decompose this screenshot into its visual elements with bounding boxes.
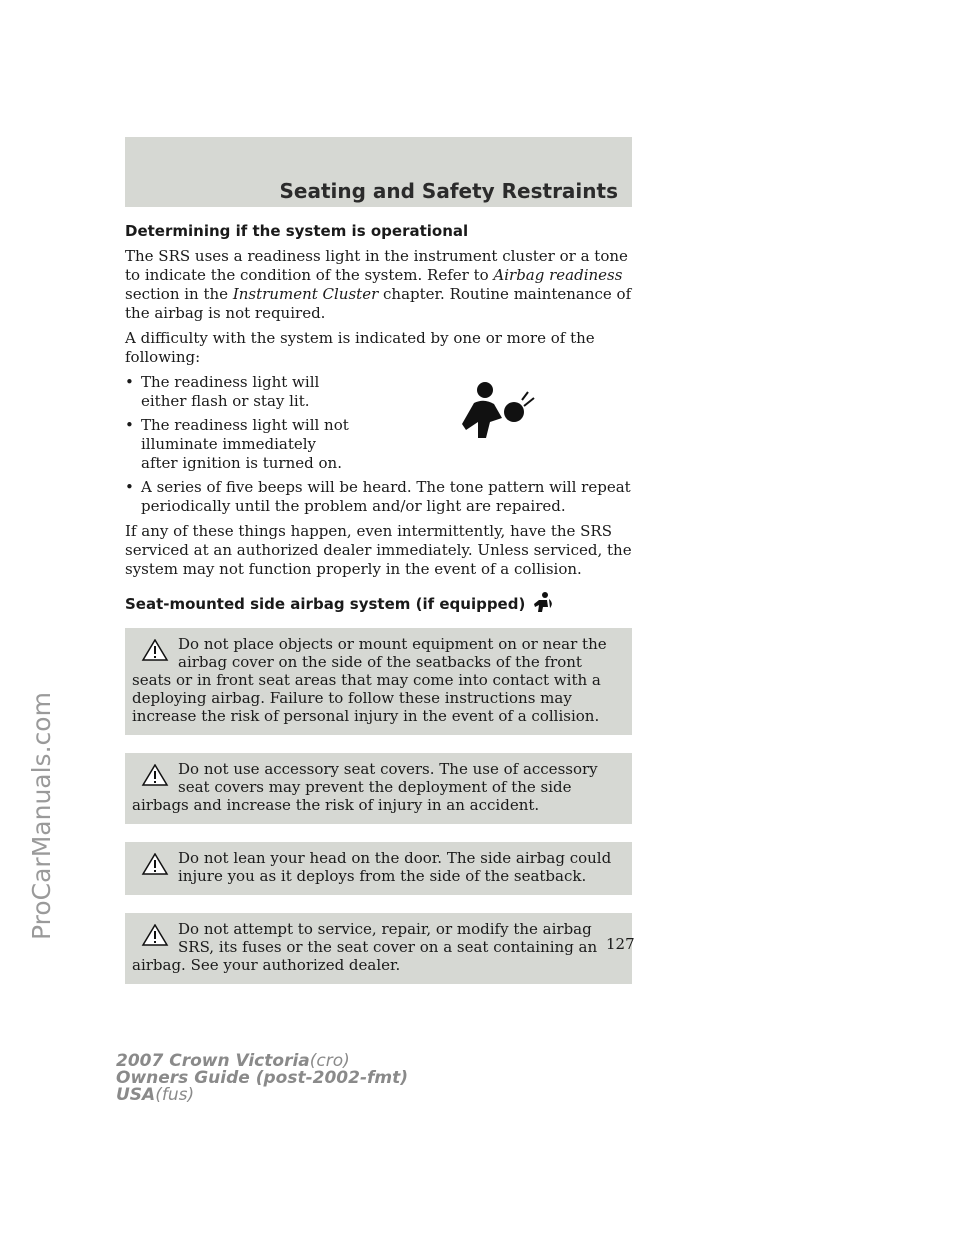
document-footer: 2007 Crown Victoria(cro) Owners Guide (post-2002-fmt) USA(fus) [116, 1051, 409, 1105]
warning-box: Do not lean your head on the door. The side airbag could injure you as it deploys from the side of the seatback. [125, 842, 632, 895]
side-airbag-icon [531, 591, 555, 613]
warning-box: Do not place objects or mount equipment on or near the airbag cover on the side of the seatbacks of the front seats or in front seat areas that may come into contact with a deploying airbag. Failure to follow these instructions may increase the risk of personal injury in the event of a collision. [125, 628, 632, 735]
paragraph-difficulty: A difficulty with the system is indicated by one or more of the following: [125, 329, 595, 366]
page-number: 127 [606, 935, 635, 953]
list-item: • The readiness light will not illuminate immediately after ignition is turned on. [125, 416, 349, 472]
warning-triangle-icon [136, 853, 174, 875]
section-title: Seating and Safety Restraints [279, 179, 618, 203]
airbag-warning-icon [456, 378, 538, 442]
bullet-list [125, 373, 632, 516]
page-content [125, 222, 632, 984]
warning-triangle-icon [136, 924, 174, 946]
warning-triangle-icon [136, 639, 174, 661]
ref-instrument-cluster: Instrument Cluster [232, 285, 379, 303]
paragraph-readiness: The SRS uses a readiness light in the instrument cluster or a tone to indicate the condition of the system. Refer to Airbag readiness section in the Instrument Cluster chapter. Routine maintenance of the airbag is not required. [125, 247, 632, 322]
list-item: • The readiness light will either flash or stay lit. [125, 373, 320, 410]
watermark: ProCarManuals.com [27, 692, 56, 940]
paragraph-service: If any of these things happen, even intermittently, have the SRS serviced at an authorized dealer immediately. Unless serviced, the system may not function properly in the event of a collision. [125, 522, 632, 578]
warning-box: Do not attempt to service, repair, or modify the airbag SRS, its fuses or the seat cover on a seat containing an airbag. See your authorized dealer. [125, 913, 632, 984]
heading-operational: Determining if the system is operational [125, 222, 469, 240]
heading-side-airbag: Seat-mounted side airbag system (if equipped) [125, 591, 632, 614]
section-header-band [125, 137, 632, 207]
ref-airbag-readiness: Airbag readiness [493, 266, 623, 284]
list-item: • A series of five beeps will be heard. The tone pattern will repeat periodically until the problem and/or light are repaired. [125, 478, 631, 515]
warning-triangle-icon [136, 764, 174, 786]
warning-box: Do not use accessory seat covers. The use of accessory seat covers may prevent the deployment of the side airbags and increase the risk of injury in an accident. [125, 753, 632, 824]
